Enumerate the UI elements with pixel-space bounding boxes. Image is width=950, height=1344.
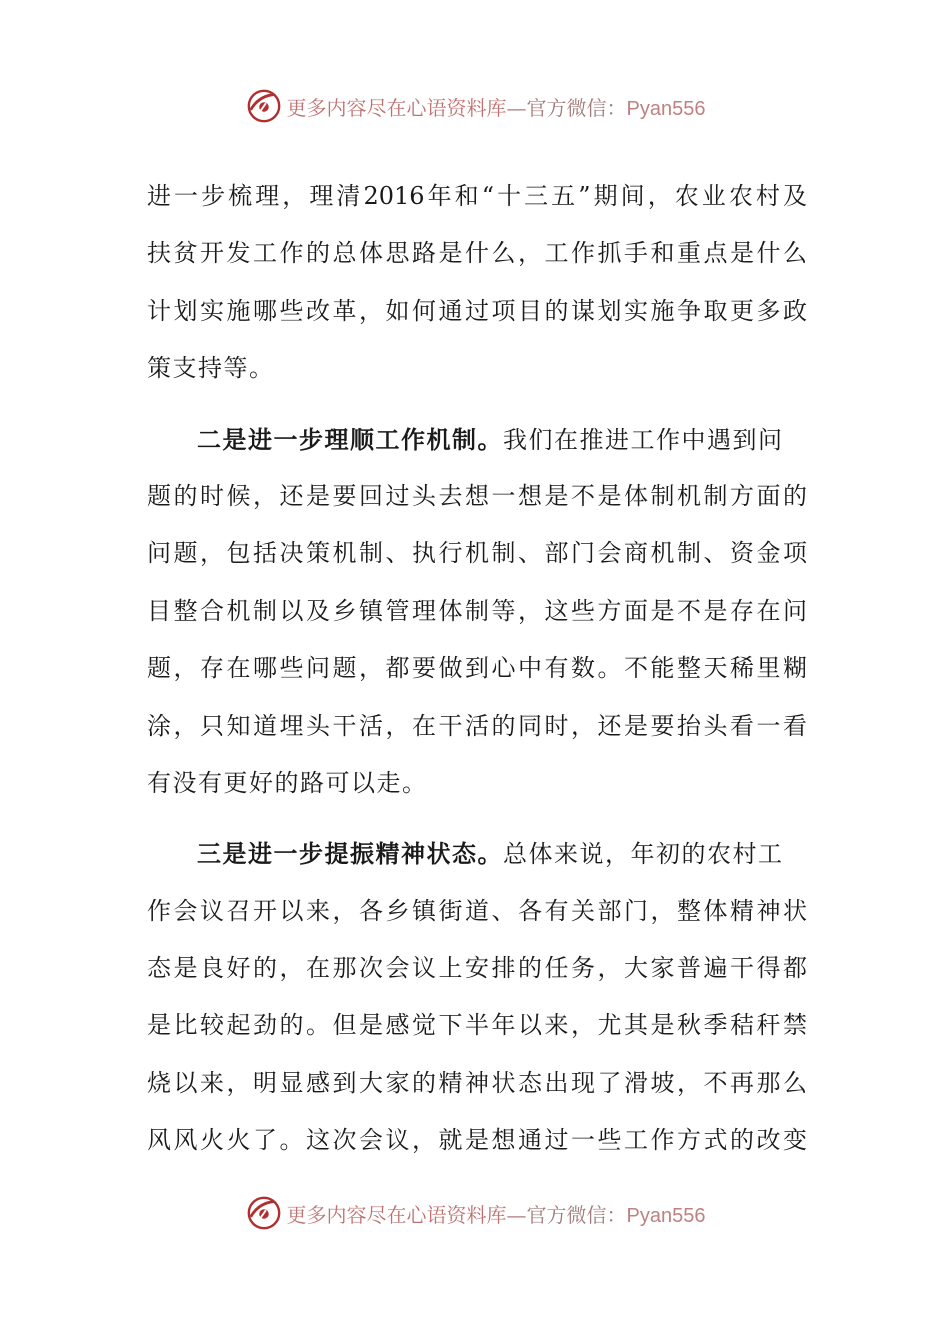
watermark-dash: —	[506, 95, 527, 120]
heading-continuation: 我们在推进工作中遇到问	[503, 425, 784, 454]
footer-watermark	[0, 1193, 950, 1233]
text-line: 涂，只知道埋头干活，在干活的同时，还是要抬头看一看	[147, 711, 807, 740]
text-line: 题的时候，还是要回过头去想一想是不是体制机制方面的	[147, 481, 807, 510]
header-watermark	[0, 86, 950, 126]
text-line: 风风火火了。这次会议，就是想通过一些工作方式的改变	[147, 1126, 807, 1155]
text-line: 进一步梳理，理清2016年和“十三五”期间，农业农村及	[147, 182, 807, 210]
watermark-text	[287, 92, 706, 121]
text-line: 有没有更好的路可以走。	[147, 768, 428, 797]
text-line: 是比较起劲的。但是感觉下半年以来，尤其是秋季秸秆禁	[147, 1011, 807, 1040]
watermark-text	[287, 1199, 706, 1228]
watermark-wechat-label: 官方微信：	[526, 95, 627, 120]
text-line: 计划实施哪些改革，如何通过项目的谋划实施争取更多政	[147, 296, 807, 325]
text-line: 题，存在哪些问题，都要做到心中有数。不能整天稀里糊	[147, 654, 807, 683]
document-body	[147, 168, 807, 1170]
watermark-dash: —	[506, 1202, 527, 1227]
paragraph-2	[147, 411, 807, 813]
paragraph-heading: 二是进一步理顺工作机制。	[197, 424, 503, 454]
text-line: 问题，包括决策机制、执行机制、部门会商机制、资金项	[147, 539, 807, 568]
text-line: 态是良好的，在那次会议上安排的任务，大家普遍干得都	[147, 954, 807, 983]
watermark-brand: 更多内容尽在心语资料库	[286, 95, 507, 120]
text-line: 作会议召开以来，各乡镇街道、各有关部门，整体精神状	[147, 896, 807, 925]
watermark-wechat-label: 官方微信：	[526, 1202, 627, 1227]
brand-logo-icon	[245, 1194, 283, 1232]
watermark-wechat-id: Pyan556	[626, 1204, 706, 1227]
text-line: 目整合机制以及乡镇管理体制等，这些方面是不是存在问	[147, 596, 807, 625]
text-line: 扶贫开发工作的总体思路是什么，工作抓手和重点是什么	[147, 239, 807, 268]
brand-logo-icon	[245, 87, 283, 125]
heading-continuation: 总体来说，年初的农村工	[503, 840, 784, 869]
text-line: 策支持等。	[147, 354, 275, 383]
text-line	[147, 825, 807, 882]
text-line	[147, 411, 807, 468]
paragraph-heading: 三是进一步提振精神状态。	[197, 839, 503, 869]
paragraph-3	[147, 825, 807, 1169]
text-line: 烧以来，明显感到大家的精神状态出现了滑坡，不再那么	[147, 1068, 807, 1097]
watermark-wechat-id: Pyan556	[626, 97, 706, 120]
watermark-brand: 更多内容尽在心语资料库	[286, 1202, 507, 1227]
paragraph-1	[147, 168, 807, 398]
